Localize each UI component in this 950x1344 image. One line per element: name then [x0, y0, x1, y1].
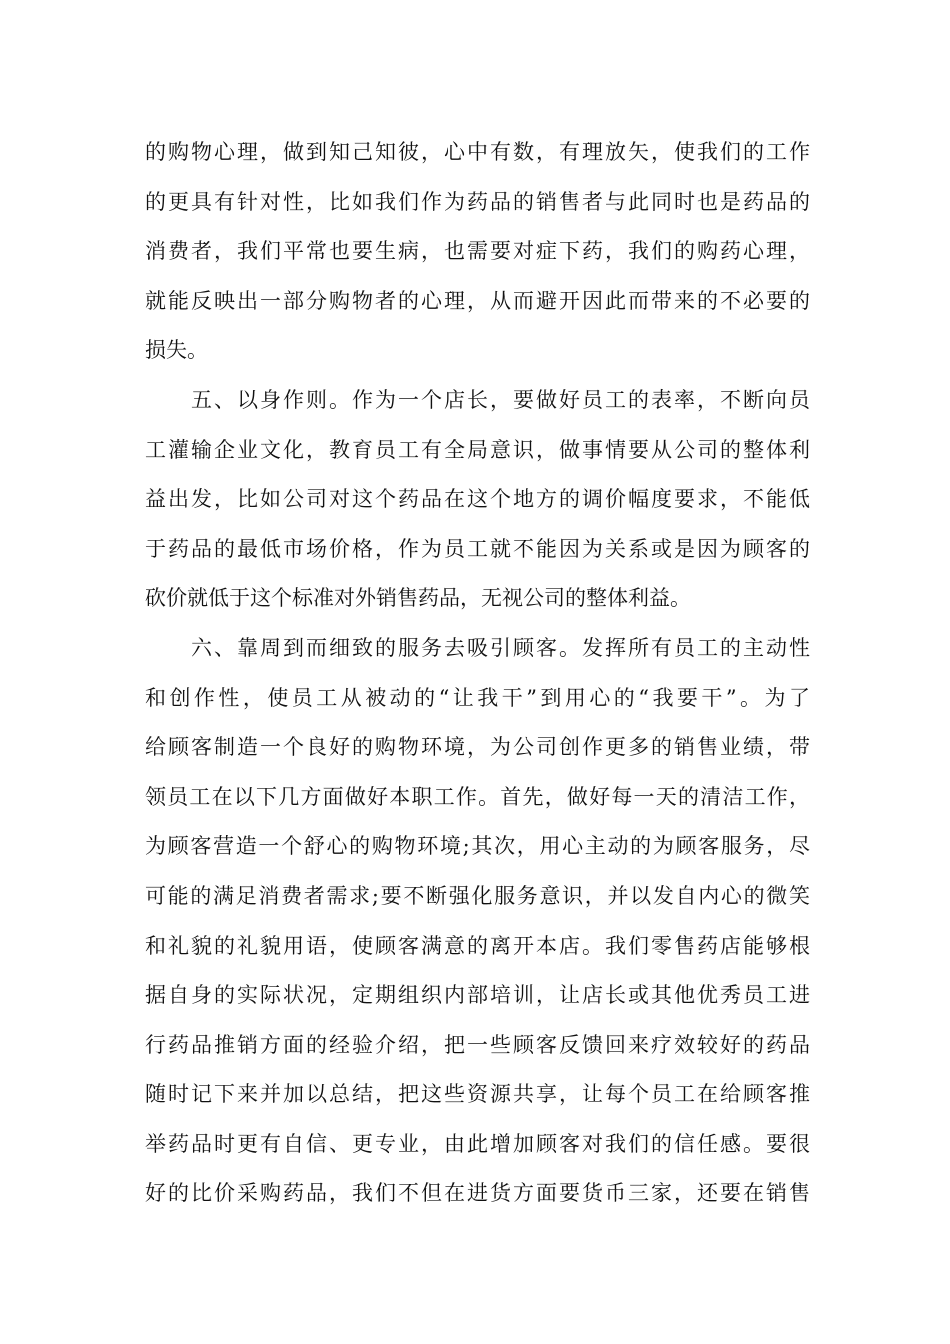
- text-line: 好的比价采购药品，我们不但在进货方面要货币三家，还要在销售: [145, 1181, 810, 1206]
- section-heading-line: 五、以身作则。作为一个店长，要做好员工的表率，不断向员: [191, 387, 810, 412]
- text-line: 于药品的最低市场价格，作为员工就不能因为关系或是因为顾客的: [145, 536, 810, 561]
- text-line: 消费者，我们平常也要生病，也需要对症下药，我们的购药心理，: [145, 239, 810, 264]
- text-line: 的更具有针对性，比如我们作为药品的销售者与此同时也是药品的: [145, 189, 810, 214]
- document-body: [145, 128, 810, 1219]
- text-line: 砍价就低于这个标准对外销售药品，无视公司的整体利益。: [145, 586, 691, 611]
- paragraph-section-five: [145, 376, 810, 624]
- paragraph-section-six: [145, 624, 810, 1219]
- text-line: 和创作性，使员工从被动的“让我干”到用心的“我要干”。为了: [145, 685, 810, 710]
- text-line: 举药品时更有自信、更专业，由此增加顾客对我们的信任感。要很: [145, 1131, 810, 1156]
- text-line: 益出发，比如公司对这个药品在这个地方的调价幅度要求，不能低: [145, 487, 810, 512]
- text-line: 工灌输企业文化，教育员工有全局意识，做事情要从公司的整体利: [145, 437, 810, 462]
- text-line: 领员工在以下几方面做好本职工作。首先，做好每一天的清洁工作，: [145, 784, 810, 809]
- paragraph-continued: [145, 128, 810, 376]
- text-line: 给顾客制造一个良好的购物环境，为公司创作更多的销售业绩，带: [145, 735, 810, 760]
- text-line: 可能的满足消费者需求;要不断强化服务意识，并以发自内心的微笑: [145, 883, 810, 908]
- text-line: 行药品推销方面的经验介绍，把一些顾客反馈回来疗效较好的药品: [145, 1032, 810, 1057]
- text-line: 据自身的实际状况，定期组织内部培训，让店长或其他优秀员工进: [145, 983, 810, 1008]
- text-line: 和礼貌的礼貌用语，使顾客满意的离开本店。我们零售药店能够根: [145, 933, 810, 958]
- text-line: 就能反映出一部分购物者的心理，从而避开因此而带来的不必要的: [145, 288, 810, 313]
- text-line: 为顾客营造一个舒心的购物环境;其次，用心主动的为顾客服务，尽: [145, 834, 810, 859]
- text-line: 的购物心理，做到知己知彼，心中有数，有理放矢，使我们的工作: [145, 140, 810, 164]
- text-line: 损失。: [145, 338, 208, 363]
- section-heading-line: 六、靠周到而细致的服务去吸引顾客。发挥所有员工的主动性: [191, 635, 810, 660]
- text-line: 随时记下来并加以总结，把这些资源共享，让每个员工在给顾客推: [145, 1082, 810, 1107]
